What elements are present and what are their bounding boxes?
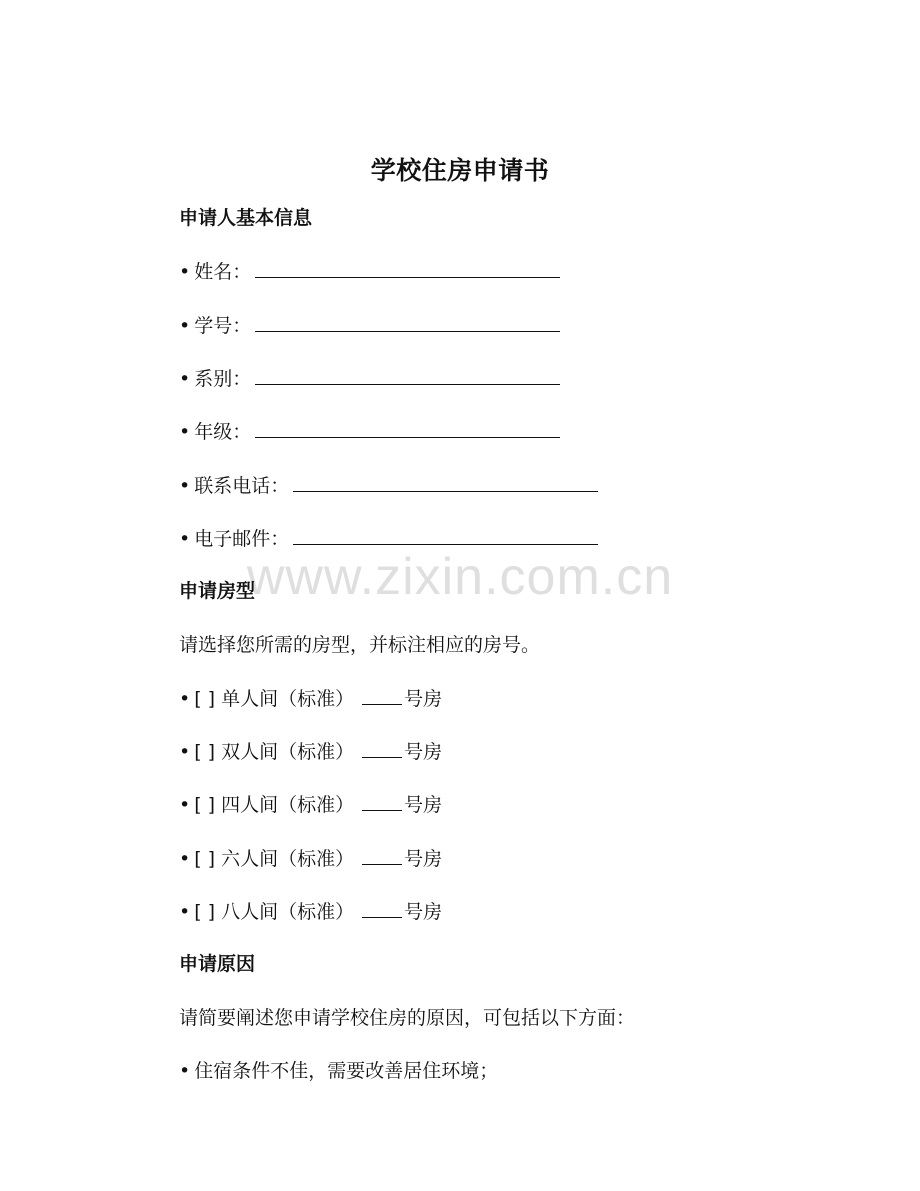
- field-label: 学号：: [194, 315, 252, 337]
- document-title: 学校住房申请书: [370, 156, 550, 185]
- field-label: 姓名：: [194, 261, 252, 283]
- bullet: •: [179, 315, 191, 337]
- reason-instruction: 请简要阐述您申请学校住房的原因，可包括以下方面：: [179, 1007, 636, 1029]
- field-row-phone: [179, 471, 598, 500]
- room-option-label: 四人间（标准）: [221, 794, 355, 816]
- section-heading-reason: 申请原因: [179, 953, 256, 975]
- room-option-label: 八人间（标准）: [221, 901, 355, 923]
- room-option-double[interactable]: [179, 737, 442, 766]
- room-option-label: 单人间（标准）: [221, 688, 355, 710]
- reason-item-text: 住宿条件不佳，需要改善居住环境；: [194, 1060, 499, 1082]
- room-number-blank-line[interactable]: [362, 737, 402, 758]
- bullet: •: [179, 528, 191, 550]
- bullet: •: [179, 1060, 191, 1082]
- field-label: 电子邮件：: [194, 528, 290, 550]
- field-label: 年级：: [194, 421, 252, 443]
- field-row-grade: [179, 417, 560, 446]
- room-option-label: 双人间（标准）: [221, 741, 355, 763]
- room-option-single[interactable]: [179, 684, 442, 713]
- field-row-name: [179, 257, 560, 286]
- room-suffix: 号房: [404, 741, 443, 763]
- room-option-six[interactable]: [179, 844, 442, 873]
- bullet: •: [179, 794, 191, 816]
- room-suffix: 号房: [404, 794, 443, 816]
- grade-blank-line[interactable]: [255, 417, 560, 438]
- phone-blank-line[interactable]: [293, 471, 598, 492]
- name-blank-line[interactable]: [255, 257, 560, 278]
- section-heading-basic-info: 申请人基本信息: [179, 207, 313, 229]
- field-row-email: [179, 524, 598, 553]
- room-suffix: 号房: [404, 848, 443, 870]
- watermark: www.zixin.com.cn: [246, 548, 674, 606]
- checkbox-brackets[interactable]: [ ]: [194, 741, 216, 763]
- field-label: 联系电话：: [194, 475, 290, 497]
- room-option-eight[interactable]: [179, 897, 442, 926]
- room-number-blank-line[interactable]: [362, 897, 402, 918]
- room-number-blank-line[interactable]: [362, 844, 402, 865]
- checkbox-brackets[interactable]: [ ]: [194, 848, 216, 870]
- room-suffix: 号房: [404, 901, 443, 923]
- checkbox-brackets[interactable]: [ ]: [194, 794, 216, 816]
- field-row-department: [179, 364, 560, 393]
- bullet: •: [179, 475, 191, 497]
- reason-item: [179, 1057, 498, 1085]
- student-id-blank-line[interactable]: [255, 311, 560, 332]
- section-heading-room-type: 申请房型: [179, 580, 256, 602]
- room-number-blank-line[interactable]: [362, 790, 402, 811]
- room-option-quad[interactable]: [179, 790, 442, 819]
- bullet: •: [179, 741, 191, 763]
- field-row-student-id: [179, 311, 560, 340]
- bullet: •: [179, 901, 191, 923]
- email-blank-line[interactable]: [293, 524, 598, 545]
- checkbox-brackets[interactable]: [ ]: [194, 901, 216, 923]
- bullet: •: [179, 848, 191, 870]
- room-type-instruction: 请选择您所需的房型，并标注相应的房号。: [179, 634, 541, 656]
- bullet: •: [179, 368, 191, 390]
- field-label: 系别：: [194, 368, 252, 390]
- bullet: •: [179, 421, 191, 443]
- room-suffix: 号房: [404, 688, 443, 710]
- room-option-label: 六人间（标准）: [221, 848, 355, 870]
- bullet: •: [179, 261, 191, 283]
- department-blank-line[interactable]: [255, 364, 560, 385]
- bullet: •: [179, 688, 191, 710]
- room-number-blank-line[interactable]: [362, 684, 402, 705]
- checkbox-brackets[interactable]: [ ]: [194, 688, 216, 710]
